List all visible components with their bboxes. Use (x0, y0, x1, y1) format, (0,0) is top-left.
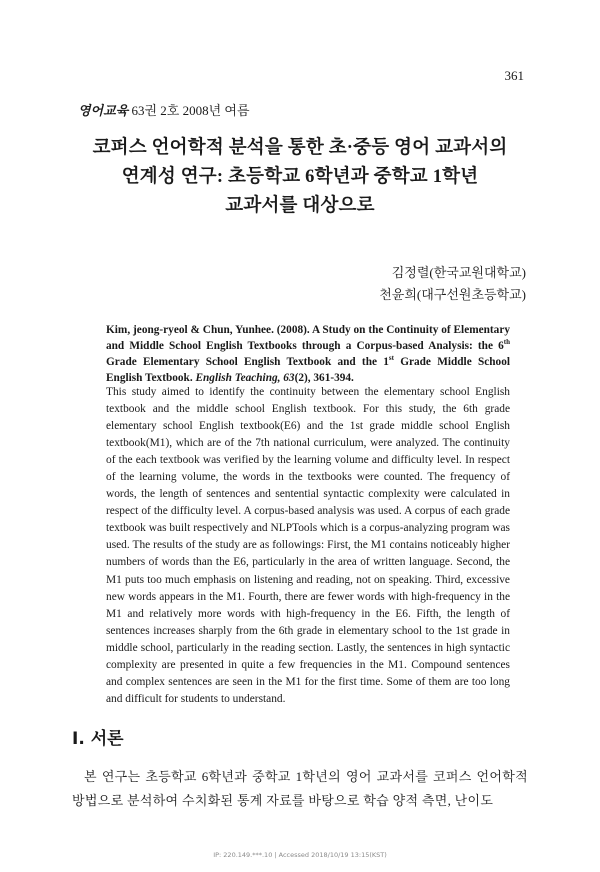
access-footer: IP: 220.149.***.10 | Accessed 2018/10/19 13:15(KST) (213, 851, 387, 859)
author-2: 천윤희(대구선원초등학교) (379, 287, 526, 302)
journal-name: 영어교육 (78, 103, 129, 118)
page-number: 361 (504, 68, 524, 83)
section-heading: I. 서론 (72, 729, 124, 749)
citation-superscript: th (503, 338, 510, 347)
title-line: 연계성 연구: 초등학교 6학년과 중학교 1학년 (121, 167, 479, 187)
citation-text: Grade Elementary School English Textbook and the 1 (106, 356, 389, 368)
journal-header (78, 100, 250, 119)
author-1: 김정렬(한국교원대학교) (391, 265, 526, 280)
title-line: 교과서를 대상으로 (225, 196, 375, 216)
journal-issue: 63권 2호 2008년 여름 (131, 103, 250, 118)
abstract: This study aimed to identify the continuity between the elementary school English textbook and the middle school English textbook. For this study, the 6th grade elementary school English textbook(E6) and the 1st grade middle school English textbook(M1), which are of the 7th national curriculum, were analyzed. The continuity of the each textbook was verified by the learning volume and difficulty level. In respect of the learning volume, the words in the textbooks were counted. The frequency of words, the length of sentences and sentential syntactic complexity were calculated in respect of the difficulty level. A corpus-based analysis was used. A corpus of each grade textbook was built respectively and NLPTools which is a corpus-analyzing program was used. The results of the study are as followings: First, the M1 contains noticeably higher numbers of words than the E6, particularly in the area of written language. Second, the M1 puts too much emphasis on listening and reading, not on speaking. Third, excessive new words appears in the M1. Fourth, there are fewer words with high-frequency in the M1 and relatively more words with high-frequency in the E6. Fifth, the length of sentences increases sharply from the 6th grade in elementary school to the 1st grade in middle school, particularly in the reading section. Lastly, the sentences in high syntactic complexity are presented in quite a few frequencies in the M1. Compound sentences and complex sentences are seen in the M1 for the first time. Some of them are too long and difficult for students to understand. (106, 386, 510, 705)
citation-superscript: st (388, 354, 394, 363)
citation (106, 322, 510, 386)
citation-text: Kim, jeong-ryeol & Chun, Yunhee. (2008). A Study on the Continuity of Elementary and Middle School English Textbooks through a Corpus-based Analysis: the 6 (106, 324, 510, 352)
body-paragraph: 본 연구는 초등학교 6학년과 중학교 1학년의 영어 교과서를 코퍼스 언어학적 방법으로 분석하여 수치화된 통계 자료를 바탕으로 학습 양적 측면, 난이도 (72, 769, 528, 808)
paper-title (60, 134, 540, 221)
citation-journal: English Teaching, 63 (195, 372, 295, 384)
citation-text: Grade Middle School English Textbook. (106, 356, 510, 384)
title-line: 코퍼스 언어학적 분석을 통한 초·중등 영어 교과서의 (92, 138, 508, 158)
citation-text: (2), 361-394. (294, 372, 354, 384)
